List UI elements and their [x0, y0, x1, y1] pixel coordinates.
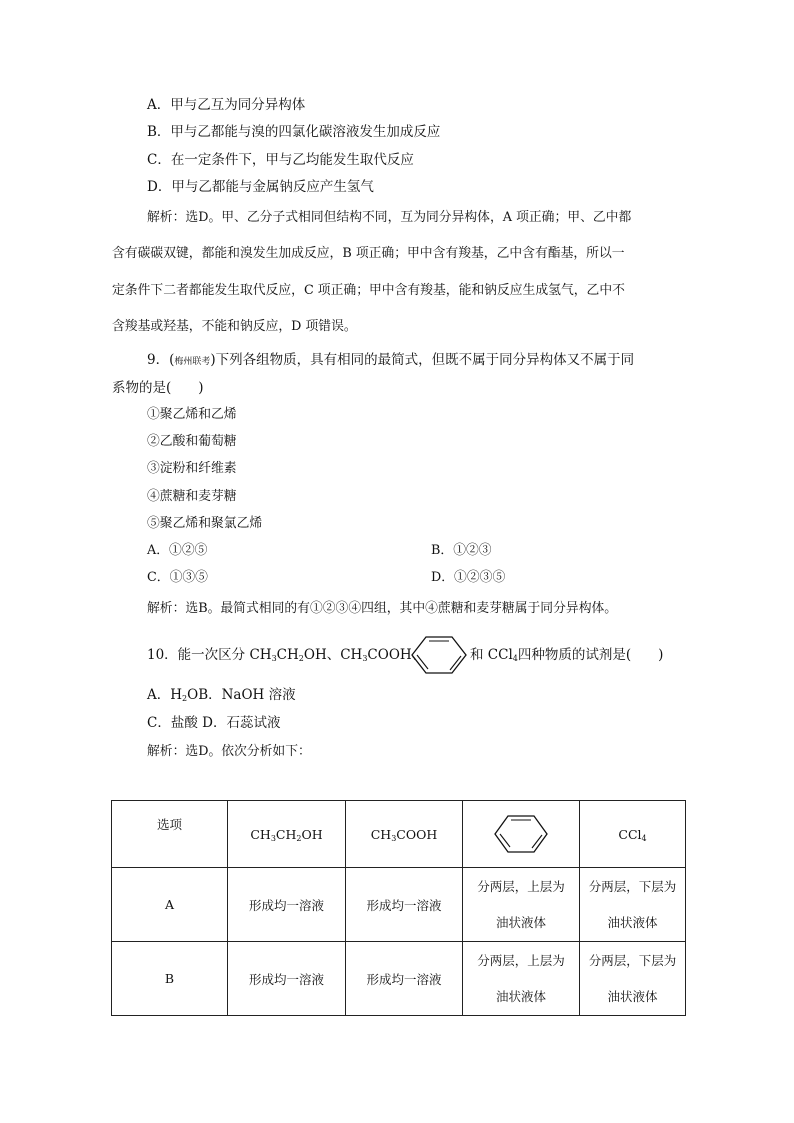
benzene-structure-icon	[410, 633, 468, 677]
header-ccl4: CCl$_4$	[580, 801, 686, 868]
header-ethanol: $CH_3CH_2OH$	[228, 801, 346, 868]
table-row	[112, 868, 686, 942]
q10-option-cd: C．盐酸 D．石蕊试液	[147, 715, 281, 731]
q9-option-a: A．①②⑤	[147, 543, 208, 558]
q9-option-b: B．①②③	[431, 543, 492, 558]
q9-source: 梅州联考	[174, 357, 211, 367]
q9-item-3: ③淀粉和纤维素	[147, 461, 237, 476]
row-b-ccl4: 分两层，下层为 油状液体	[580, 942, 686, 1016]
q10-explanation: 解析：选D。依次分析如下：	[147, 744, 311, 759]
q8-explanation-line-4: 含羧基或羟基，不能和钠反应，D 项错误。	[112, 319, 357, 334]
q9-item-4: ④蔗糖和麦芽糖	[147, 489, 237, 504]
header-option: 选项	[112, 801, 228, 868]
q10-option-ab: A．$H_2OB$．NaOH 溶液	[147, 687, 296, 703]
q9-stem-line-1: 9．(梅州联考)下列各组物质，具有相同的最简式，但既不属于同分异构体又不属于同	[147, 352, 635, 368]
header-benzene	[463, 801, 580, 868]
q8-option-a: A．甲与乙互为同分异构体	[147, 97, 306, 113]
row-b-ethanol: 形成均一溶液	[228, 942, 346, 1016]
header-acetic-acid: $CH_3COOH$	[346, 801, 463, 868]
q8-option-c: C．在一定条件下，甲与乙均能发生取代反应	[147, 152, 414, 168]
row-a-label: A	[112, 868, 228, 942]
comparison-table	[111, 800, 686, 1016]
q9-option-d: D．①②③⑤	[431, 570, 506, 585]
q9-stem-line-2: 系物的是( )	[112, 380, 204, 396]
q10-stem: 10．能一次区分 $CH_3CH_2OH$、$CH_3COOH$、	[147, 647, 426, 663]
row-a-acetic-acid: 形成均一溶液	[346, 868, 463, 942]
benzene-icon	[493, 813, 549, 855]
table-header-row	[112, 801, 686, 868]
q8-option-b: B．甲与乙都能与溴的四氯化碳溶液发生加成反应	[147, 124, 441, 140]
row-b-acetic-acid: 形成均一溶液	[346, 942, 463, 1016]
row-b-benzene: 分两层，上层为 油状液体	[463, 942, 580, 1016]
q9-option-c: C．①③⑤	[147, 570, 208, 585]
q10-stem-end: 和 CCl$_4$四种物质的试剂是( )	[470, 647, 664, 663]
q8-explanation-line-2: 含有碳碳双键，都能和溴发生加成反应，B 项正确；甲中含有羧基，乙中含有酯基，所以一	[112, 246, 625, 261]
q8-explanation-line-1: 解析：选D。甲、乙分子式相同但结构不同，互为同分异构体，A 项正确；甲、乙中都	[147, 210, 632, 225]
row-a-ccl4: 分两层，下层为 油状液体	[580, 868, 686, 942]
q9-item-1: ①聚乙烯和乙烯	[147, 407, 237, 422]
table-row	[112, 942, 686, 1016]
row-a-benzene: 分两层，上层为 油状液体	[463, 868, 580, 942]
q9-item-2: ②乙酸和葡萄糖	[147, 434, 237, 449]
row-b-label: B	[112, 942, 228, 1016]
q9-explanation: 解析：选B。最简式相同的有①②③④四组，其中④蔗糖和麦芽糖属于同分异构体。	[147, 601, 618, 616]
q8-explanation-line-3: 定条件下二者都能发生取代反应，C 项正确；甲中含有羧基，能和钠反应生成氢气，乙中不	[112, 283, 625, 298]
q9-item-5: ⑤聚乙烯和聚氯乙烯	[147, 516, 263, 531]
row-a-ethanol: 形成均一溶液	[228, 868, 346, 942]
q8-option-d: D．甲与乙都能与金属钠反应产生氢气	[147, 179, 374, 195]
